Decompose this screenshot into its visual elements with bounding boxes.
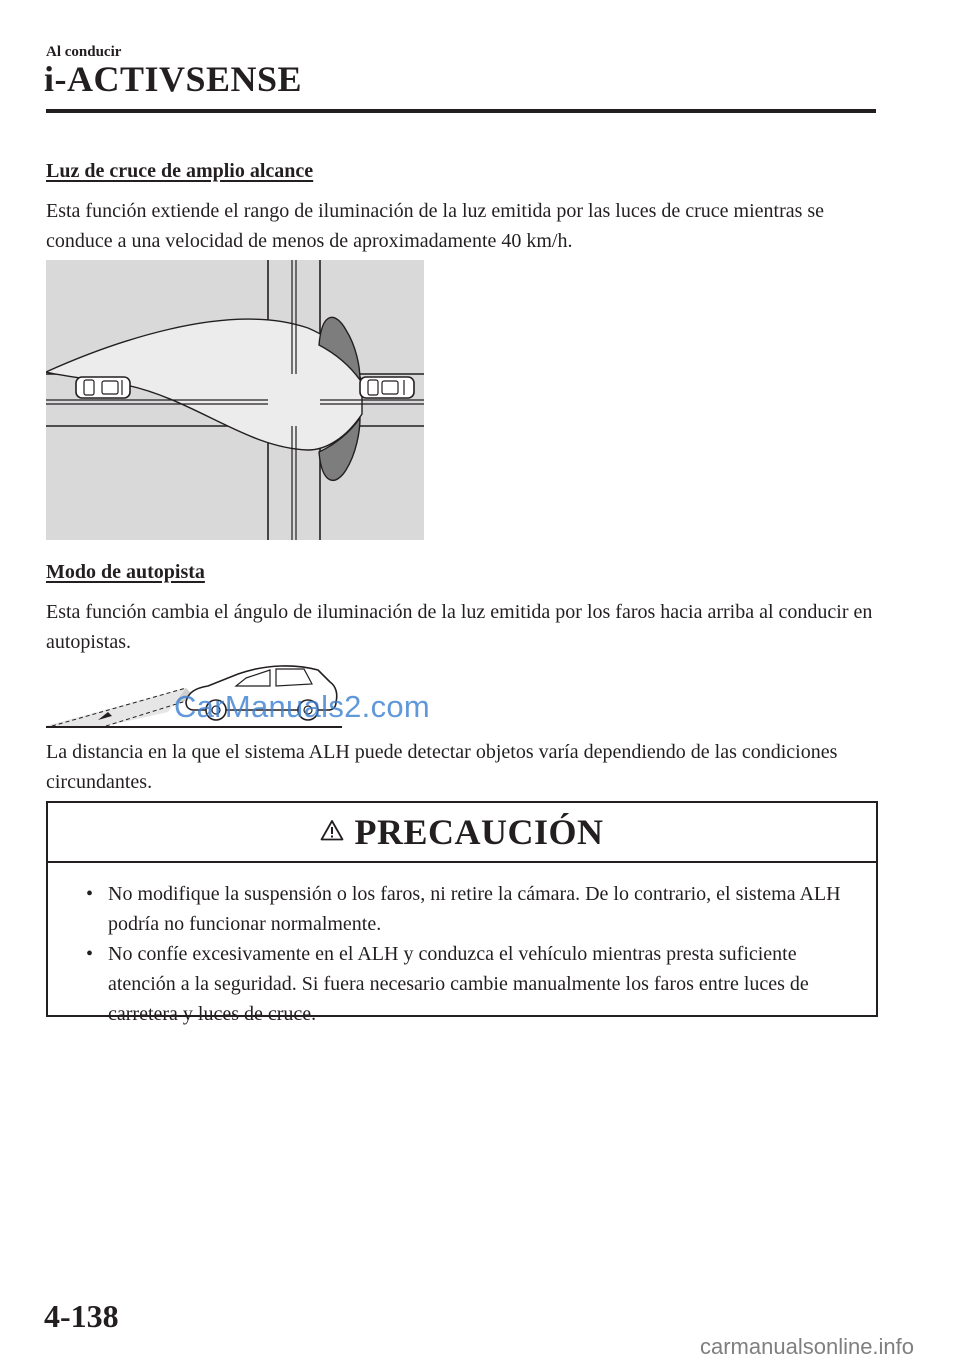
section-label: Al conducir <box>46 44 122 60</box>
caution-list <box>48 863 876 1029</box>
warning-triangle-icon <box>320 819 344 846</box>
chapter-title: i-ACTIVSENSE <box>44 59 303 99</box>
caution-item <box>86 939 856 1029</box>
caution-item-text: No confíe excesivamente en el ALH y conduzca el vehículo mientras presta suficiente atención a la seguridad. Si fuera necesario cambie manualmente los faros entre luces de carretera y luces de cruce. <box>108 943 809 1025</box>
subheading-wide-range-low-beam: Luz de cruce de amplio alcance <box>46 160 314 182</box>
caution-item-text: No modifique la suspensión o los faros, ni retire la cámara. De lo contrario, el sistema ALH podría no funcionar normalmente. <box>108 883 841 935</box>
car-left-icon <box>76 377 130 398</box>
bullet: • <box>86 883 94 905</box>
intersection-beam-diagram <box>46 260 424 540</box>
header-divider <box>46 109 876 113</box>
bullet: • <box>86 943 94 965</box>
caution-title: PRECAUCIÓN <box>354 812 604 852</box>
caution-box <box>46 801 878 1025</box>
car-right-icon <box>360 377 414 398</box>
page-number: 4-138 <box>44 1298 119 1334</box>
caution-header <box>48 803 876 863</box>
caution-item <box>86 879 856 939</box>
watermark-carmanuals2: CarManuals2.com <box>174 689 431 724</box>
subheading-highway-mode: Modo de autopista <box>46 561 205 583</box>
paragraph-wide-range-low-beam: Esta función extiende el rango de iluminación de la luz emitida por las luces de cruce mientras se conduce a una velocidad de menos de aproximadamente 40 km/h. <box>46 200 825 252</box>
paragraph-highway-mode: Esta función cambia el ángulo de iluminación de la luz emitida por los faros hacia arriba al conducir en autopistas. <box>46 601 873 653</box>
intersection-illustration <box>46 260 424 540</box>
watermark-carmanualsonline: carmanualsonline.info <box>700 1334 915 1359</box>
paragraph-detection-distance: La distancia en la que el sistema ALH puede detectar objetos varía dependiendo de las condiciones circundantes. <box>46 741 838 793</box>
